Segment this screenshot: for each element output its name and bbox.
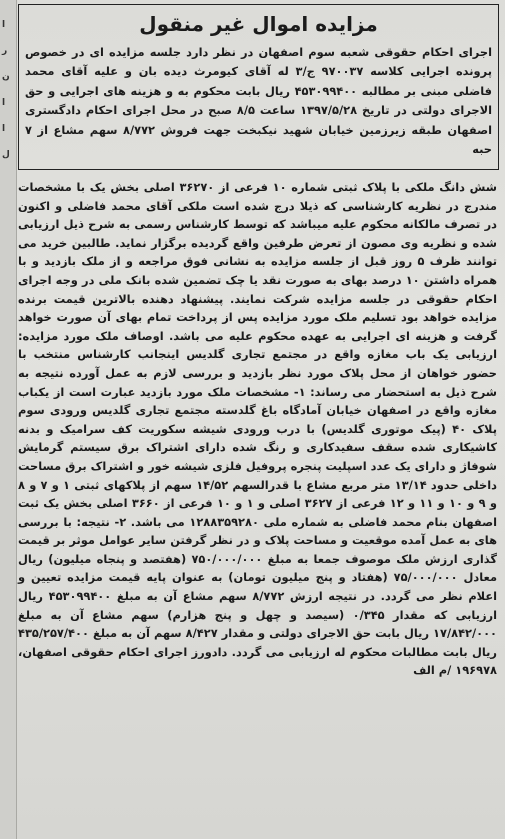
adjacent-column-fragment: ا xyxy=(2,20,6,30)
notice-header-box xyxy=(18,4,499,170)
adjacent-column-fragment: ا xyxy=(2,98,6,108)
notice-body: شش دانگ ملکی با پلاک ثبتی شماره ۱۰ فرعی از ۳۶۲۷۰ اصلی بخش یک با مشخصات مندرج در نظریه کارشناسی که ذیلا درج شده است ملکی آقای محمد فاضلی و اکنون در تصرف مالکانه محکوم علیه میباشد که توسط کارشناس رسمی به شرح ذیل ارزیابی شده و نظریه وی مصون از تعرض طرفین واقع گردیده برگزار نماید. طالبین خرید می توانند ظرف ۵ روز قبل از جلسه مزایده به نشانی فوق مراجعه و از ملک بازدید و با همراه داشتن ۱۰ درصد بهای به صورت نقد یا چک تضمین شده بانک ملی در وجه اجرای احکام حقوقی در جلسه مزایده شرکت نمایند. پیشنهاد دهنده بالاترین قیمت برنده مزایده خواهد بود تسلیم ملک مورد مزایده پس از پرداخت تمام بهای آن صورت خواهد گرفت و هزینه ای اجرایی به عهده محکوم علیه می باشد. اوصاف ملک مورد مزایده: ارزیابی یک باب مغازه واقع در مجتمع تجاری گلدیس اینجانب کارشناس منتخب با حضور خواهان از محل پلاک مورد نظر بازدید و بررسی لازم به عمل آورده نتیجه به شرح ذیل به استحضار می رساند: ۱- مشخصات ملک مورد بازدید عبارت است از یکباب مغازه واقع در اصفهان خیابان آمادگاه باغ گلدسته مجتمع تجاری گلدیس ورودی سوم پلاک ۴۰ (پیک موتوری گلدیس) با درب ورودی شیشه سکوریت کف سرامیک و بدنه کاشیکاری شده سقف سفیدکاری و رنگ شده دارای اشتراک برق سیستم گرمایش شوفاژ و دارای یک عدد اسپلیت پنجره پروفیل فلزی شیشه خور و اشتراک برق مساحت داخلی حدود ۱۳/۱۴ متر مربع مشاع با قدرالسهم ۱۴/۵۲ سهم از پلاکهای ثبتی ۱ و ۷ و ۸ و ۹ و ۱۰ و ۱۱ و ۱۲ فرعی از ۳۶۲۷ اصلی و ۱ و ۱۰ فرعی از ۳۶۶۰ اصلی بخش یک ثبت اصفهان بنام محمد فاضلی به شماره ملی ۱۲۸۸۳۵۹۲۸۰ می باشد. ۲- نتیجه: با بررسی های به عمل آمده موقعیت و مساحت پلاک و در نظر گرفتن سایر عوامل موثر بر قیمت گذاری ارزش ملک موصوف جمعا به مبلغ ۷۵۰/۰۰۰/۰۰۰ (هفتصد و پنجاه میلیون) ریال معادل ۷۵/۰۰۰/۰۰۰ (هفتاد و پنج میلیون تومان) به عنوان پایه قیمت مزایده تعیین و اعلام نظر می گردد. در نتیجه ارزش ۸/۷۷۲ سهم مشاع آن به مبلغ ۴۵۳۰۹۹۴۰۰ ریال ارزیابی که مقدار ۰/۳۴۵ (سیصد و چهل و پنج هزارم) سهم مشاع آن به مبلغ ۱۷/۸۴۲/۰۰۰ ریال بابت حق الاجرای دولتی و مقدار ۸/۴۲۷ سهم آن به مبلغ ۴۳۵/۲۵۷/۴۰۰ ریال بابت مطالبات محکوم له ارزیابی می گردد. دادورز اجرای احکام حقوقی اصفهان، ۱۹۶۹۷۸ /م الف xyxy=(18,180,498,678)
adjacent-column-fragment: ر xyxy=(2,46,8,56)
adjacent-column-strip xyxy=(0,0,17,839)
adjacent-column-fragment: ل xyxy=(2,150,10,160)
adjacent-column-fragment: ن xyxy=(2,72,10,82)
adjacent-column-fragment: ا xyxy=(2,124,6,134)
notice-intro: اجرای احکام حقوقی شعبه سوم اصفهان در نظر دارد جلسه مزایده ای در خصوص پرونده اجرایی کلاسه ۹۷۰۰۳۷ ج/۳ له آقای کیومرث دیده بان و علیه آقای محمد فاضلی مبنی بر مطالبه ۴۵۳۰۹۹۴۰۰ ریال بابت محکوم به و هزینه های اجرایی و حق الاجرای دولتی در تاریخ ۱۳۹۷/۵/۲۸ ساعت ۸/۵ صبح در محل اجرای احکام دادگستری اصفهان طبقه زیرزمین خیابان شهید نیکبخت جهت فروش ۸/۷۷۲ سهم مشاع از ۷ حبه xyxy=(25,45,493,157)
notice-title: مزایده اموال غیر منقول xyxy=(139,12,378,36)
